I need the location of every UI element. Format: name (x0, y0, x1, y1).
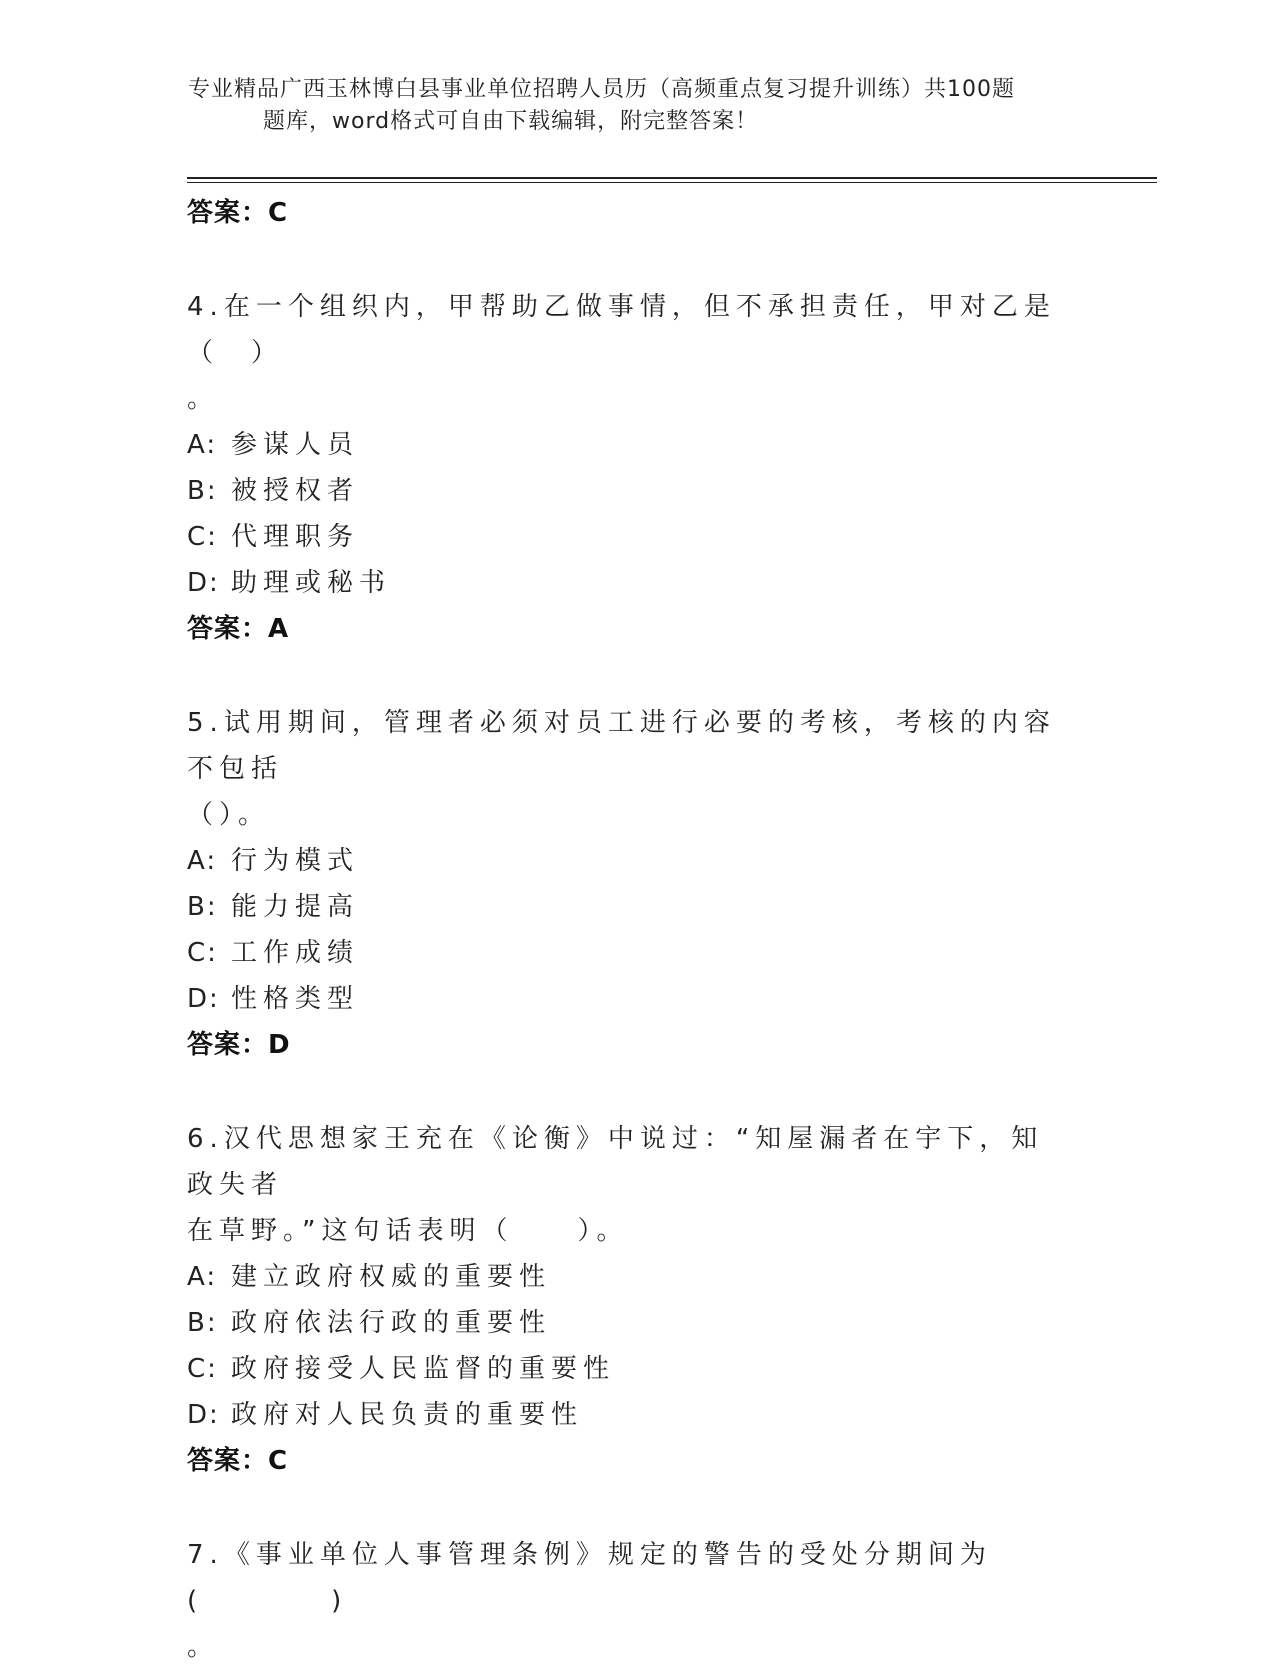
question-stem (187, 1116, 1067, 1208)
question-text: 《事业单位人事管理条例》规定的警告的受处分期间为( ) (187, 1540, 992, 1616)
option-text: 政府接受人民监督的重要性 (231, 1354, 616, 1384)
header-title-line2: 题库，word格式可自由下载编辑，附完整答案！ (263, 109, 759, 134)
answer-line: 答案：C (187, 1446, 289, 1476)
option-text: 助理或秘书 (231, 568, 392, 598)
page-header (188, 74, 1088, 138)
option-key: C: (187, 938, 218, 968)
option-text: 政府对人民负责的重要性 (231, 1400, 584, 1430)
option-text: 工作成绩 (231, 938, 360, 968)
question-text: 在一个组织内，甲帮助乙做事情，但不承担责任，甲对乙是（ ） (187, 292, 1056, 368)
answer-line: 答案：A (187, 614, 290, 644)
option-key: B: (187, 892, 218, 922)
answer-line: 答案：C (187, 198, 289, 228)
option-a (187, 422, 1067, 468)
option-key: B: (187, 1308, 218, 1338)
question-number: 5. (187, 708, 224, 738)
question-number: 7. (187, 1540, 224, 1570)
option-key: C: (187, 522, 218, 552)
option-b (187, 1300, 1067, 1346)
option-key: A: (187, 1262, 218, 1292)
answer-line: 答案：D (187, 1030, 291, 1060)
question-stem (187, 1532, 1067, 1624)
option-text: 参谋人员 (231, 430, 360, 460)
option-text: 行为模式 (231, 846, 360, 876)
option-key: B: (187, 476, 218, 506)
option-c (187, 1346, 1067, 1392)
option-key: D: (187, 984, 220, 1014)
option-text: 被授权者 (231, 476, 360, 506)
option-d (187, 560, 1067, 606)
question-stem-continuation: 。 (187, 384, 220, 414)
question-item (187, 284, 1067, 652)
option-text: 能力提高 (231, 892, 360, 922)
question-number: 4. (187, 292, 224, 322)
question-stem-continuation: 在草野。”这句话表明（ ）。 (187, 1216, 629, 1246)
option-key: C: (187, 1354, 218, 1384)
header-divider-thin (187, 182, 1157, 183)
question-item (187, 1116, 1067, 1484)
option-d (187, 1392, 1067, 1438)
option-text: 政府依法行政的重要性 (231, 1308, 552, 1338)
question-list (187, 190, 1087, 1670)
header-divider-thick (187, 177, 1157, 179)
option-c (187, 930, 1067, 976)
question-text: 试用期间，管理者必须对员工进行必要的考核，考核的内容不包括 (187, 708, 1056, 784)
header-title-line1: 专业精品广西玉林博白县事业单位招聘人员历（高频重点复习提升训练）共100题 (188, 77, 1015, 102)
option-b (187, 884, 1067, 930)
question-stem-continuation: 。 (187, 1632, 220, 1662)
question-number: 6. (187, 1124, 224, 1154)
option-b (187, 468, 1067, 514)
question-stem-continuation: （）。 (187, 800, 271, 830)
option-key: A: (187, 430, 218, 460)
question-text: 汉代思想家王充在《论衡》中说过：“知屋漏者在宇下，知政失者 (187, 1124, 1044, 1200)
question-stem (187, 700, 1067, 792)
option-a (187, 1254, 1067, 1300)
question-item (187, 700, 1067, 1068)
option-key: A: (187, 846, 218, 876)
option-text: 性格类型 (231, 984, 360, 1014)
option-text: 代理职务 (231, 522, 360, 552)
option-text: 建立政府权威的重要性 (231, 1262, 552, 1292)
option-c (187, 514, 1067, 560)
option-d (187, 976, 1067, 1022)
question-item (187, 1532, 1067, 1670)
option-a (187, 838, 1067, 884)
question-stem (187, 284, 1067, 376)
option-key: D: (187, 1400, 220, 1430)
option-key: D: (187, 568, 220, 598)
